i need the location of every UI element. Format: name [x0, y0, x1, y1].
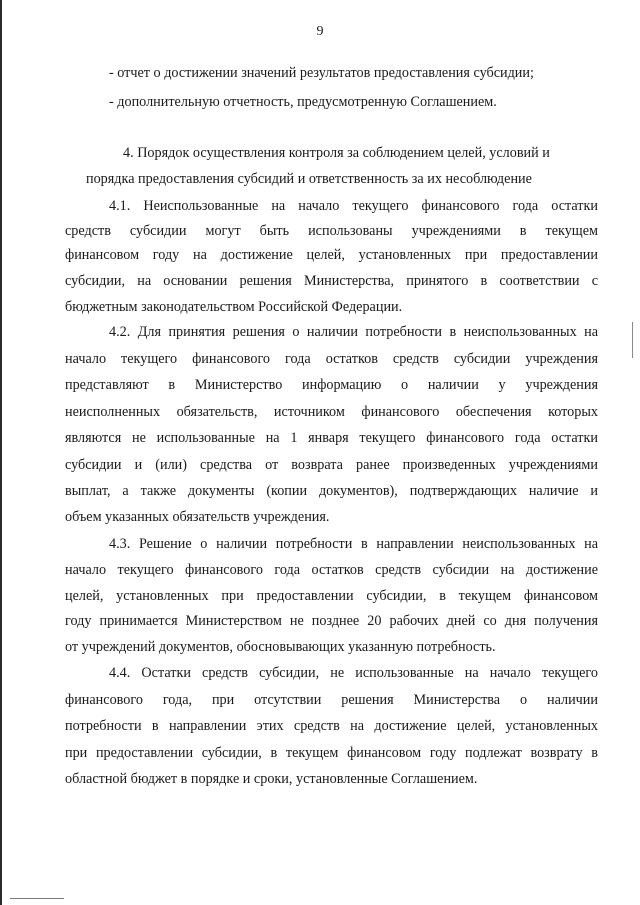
paragraph-4-2-line: неисполненных обязательств, источником финансового обеспечения которых — [65, 404, 598, 420]
paragraph-4-2-line: 4.2. Для принятия решения о наличии потребности в неиспользованных на — [109, 324, 598, 340]
paragraph-4-4-line: при предоставлении субсидии, в текущем финансовом году подлежат возврату в — [65, 745, 598, 761]
paragraph-4-1-line: субсидии, на основании решения Министерства, принятого в соответствии с — [65, 273, 598, 289]
paragraph-4-3-line: году принимается Министерством не позднее 20 рабочих дней со дня получения — [65, 613, 598, 629]
paragraph-4-1-line: 4.1. Неиспользованные на начало текущего финансового года остатки — [109, 198, 598, 214]
list-item: - дополнительную отчетность, предусмотренную Соглашением. — [109, 94, 497, 110]
paragraph-4-4-line: потребности в направлении этих средств на достижение целей, установленных — [65, 718, 598, 734]
paragraph-4-2-line: выплат, а также документы (копии документов), подтверждающих наличие и — [65, 483, 598, 499]
paragraph-4-3-line: целей, установленных при предоставлении субсидии, в текущем финансовом — [65, 588, 598, 604]
paragraph-4-4-line: 4.4. Остатки средств субсидии, не использованные на начало текущего — [109, 665, 598, 681]
section-heading-line-1: 4. Порядок осуществления контроля за соблюдением целей, условий и — [123, 145, 550, 161]
paragraph-4-1-line: бюджетным законодательством Российской Федерации. — [65, 299, 403, 315]
paragraph-4-3-line: 4.3. Решение о наличии потребности в направлении неиспользованных на — [109, 536, 598, 552]
scan-margin-mark — [632, 322, 633, 358]
section-heading-line-2: порядка предоставления субсидий и ответственность за их несоблюдение — [86, 171, 532, 187]
paragraph-4-2-line: субсидии и (или) средства от возврата ранее произведенных учреждениями — [65, 457, 598, 473]
paragraph-4-1-line: средств субсидии могут быть использованы учреждениями в текущем — [65, 223, 598, 239]
list-item: - отчет о достижении значений результатов предоставления субсидии; — [109, 65, 534, 81]
paragraph-4-1-line: финансовом году на достижение целей, установленных при предоставлении — [65, 247, 598, 263]
scan-bottom-mark — [10, 898, 64, 899]
page-number: 9 — [316, 24, 324, 39]
paragraph-4-2-line: объем указанных обязательств учреждения. — [65, 509, 330, 525]
paragraph-4-2-line: начало текущего финансового года остатков средств субсидии учреждения — [65, 351, 598, 367]
paragraph-4-2-line: являются не использованные на 1 января текущего финансового года остатки — [65, 430, 598, 446]
paragraph-4-2-line: представляют в Министерство информацию о наличии у учреждения — [65, 377, 598, 393]
paragraph-4-3-line: от учреждений документов, обосновывающих указанную потребность. — [65, 639, 496, 655]
scan-left-edge — [0, 0, 2, 905]
paragraph-4-4-line: финансового года, при отсутствии решения Министерства о наличии — [65, 692, 598, 708]
paragraph-4-4-line: областной бюджет в порядке и сроки, установленные Соглашением. — [65, 771, 478, 787]
paragraph-4-3-line: начало текущего финансового года остатков средств субсидии на достижение — [65, 562, 598, 578]
